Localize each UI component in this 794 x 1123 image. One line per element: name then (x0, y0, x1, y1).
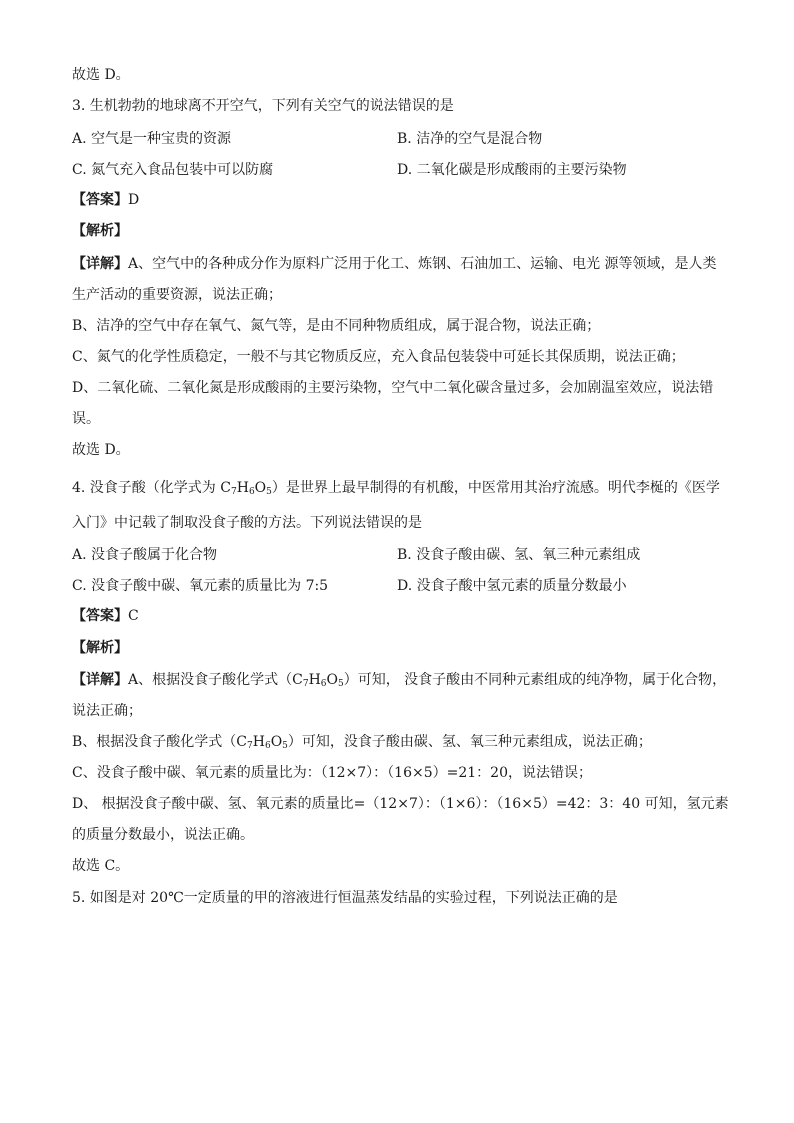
subscript: 7 (247, 741, 253, 751)
question-3-detail-5: D、二氧化硫、二氧化氮是形成酸雨的主要污染物，空气中二氧化碳含量过多，会加剧温室效应，说法错 (72, 380, 714, 396)
detail-text: A、空气中的各种成分作为原料广泛用于化工、炼钢、石油加工、运输、电光 源等领域，是人类 (128, 256, 717, 272)
formula-h: H (308, 672, 321, 688)
subscript: 7 (230, 487, 237, 497)
subscript: 6 (320, 679, 327, 689)
subscript: 6 (248, 487, 255, 497)
detail-text: B、根据没食子酸化学式（C (72, 734, 247, 750)
question-3-option-d: D. 二氧化碳是形成酸雨的主要污染物 (397, 162, 627, 178)
subscript: 6 (264, 741, 271, 751)
prev-choice: 故选 D。 (72, 67, 130, 83)
question-4-option-c: C. 没食子酸中碳、氧元素的质量比为 7:5 (72, 578, 329, 594)
stem-text: ）是世界上最早制得的有机酸，中医常用其治疗流感。明代李梴的《医学 (271, 480, 720, 496)
formula-o: O (326, 672, 338, 688)
subscript: 5 (282, 741, 288, 751)
subscript: 5 (266, 487, 272, 497)
question-4-detail-4: C、没食子酸中碳、氧元素的质量比为：（12×7）：（16×5）=21：20，说法错误； (72, 765, 592, 781)
subscript: 7 (302, 679, 309, 689)
question-4-detail-5: D、 根据没食子酸中碳、氢、氧元素的质量比=（12×7）：（1×6）：（16×5）=42：3：40 可知，氢元素 (72, 796, 729, 812)
detail-label: 【详解】 (72, 256, 128, 272)
question-3-analysis-label: 【解析】 (72, 223, 128, 239)
question-3-option-b: B. 洁净的空气是混合物 (397, 131, 543, 147)
question-4-option-d: D. 没食子酸中氢元素的质量分数最小 (397, 578, 627, 594)
question-3-option-a: A. 空气是一种宝贵的资源 (72, 131, 232, 147)
question-4-detail-2: 说法正确； (72, 703, 142, 719)
detail-text: ）可知， 没食子酸由不同种元素组成的纯净物，属于化合物， (343, 672, 727, 688)
question-4-detail-3 (72, 732, 652, 756)
question-3-option-c: C. 氮气充入食品包装中可以防腐 (72, 162, 274, 178)
stem-text: 4. 没食子酸（化学式为 C (72, 480, 231, 496)
answer-value: D (128, 192, 140, 208)
question-4-option-b: B. 没食子酸由碳、氢、氧三种元素组成 (397, 547, 641, 563)
detail-label: 【详解】 (72, 672, 128, 688)
question-3-detail-2: 生产活动的重要资源，说法正确； (72, 287, 282, 303)
question-3-choice: 故选 D。 (72, 442, 130, 458)
detail-text: ）可知，没食子酸由碳、氢、氧三种元素组成，说法正确； (287, 734, 652, 750)
question-4-detail-1 (72, 670, 726, 694)
question-4-choice: 故选 C。 (72, 858, 130, 874)
question-4-analysis-label: 【解析】 (72, 640, 128, 656)
answer-label: 【答案】 (72, 192, 128, 208)
formula-o: O (270, 734, 283, 750)
question-4-answer (72, 606, 139, 626)
question-3-detail-1 (72, 254, 717, 274)
question-3-detail-4: C、氮气的化学性质稳定，一般不与其它物质反应，充入食品包装袋中可延长其保质期，说法正确； (72, 349, 685, 365)
formula-h: H (236, 480, 249, 496)
question-4-stem-line-2: 入门》中记载了制取没食子酸的方法。下列说法错误的是 (72, 515, 422, 531)
question-4-option-a: A. 没食子酸属于化合物 (72, 547, 218, 563)
subscript: 5 (338, 679, 344, 689)
answer-value: C (128, 608, 139, 624)
question-3-stem: 3. 生机勃勃的地球离不开空气，下列有关空气的说法错误的是 (72, 98, 454, 114)
question-3-detail-3: B、洁净的空气中存在氧气、氮气等，是由不同种物质组成，属于混合物，说法正确； (72, 318, 601, 334)
formula-o: O (254, 480, 267, 496)
question-3-answer (72, 190, 139, 210)
detail-text: A、根据没食子酸化学式（C (128, 672, 303, 688)
question-5-stem: 5. 如图是对 20℃一定质量的甲的溶液进行恒温蒸发结晶的实验过程，下列说法正确的是 (72, 890, 618, 906)
question-3-detail-6: 误。 (72, 411, 100, 427)
question-4-detail-6: 的质量分数最小，说法正确。 (72, 827, 254, 843)
formula-h: H (252, 734, 265, 750)
answer-label: 【答案】 (72, 608, 128, 624)
question-4-stem-line-1 (72, 478, 720, 502)
